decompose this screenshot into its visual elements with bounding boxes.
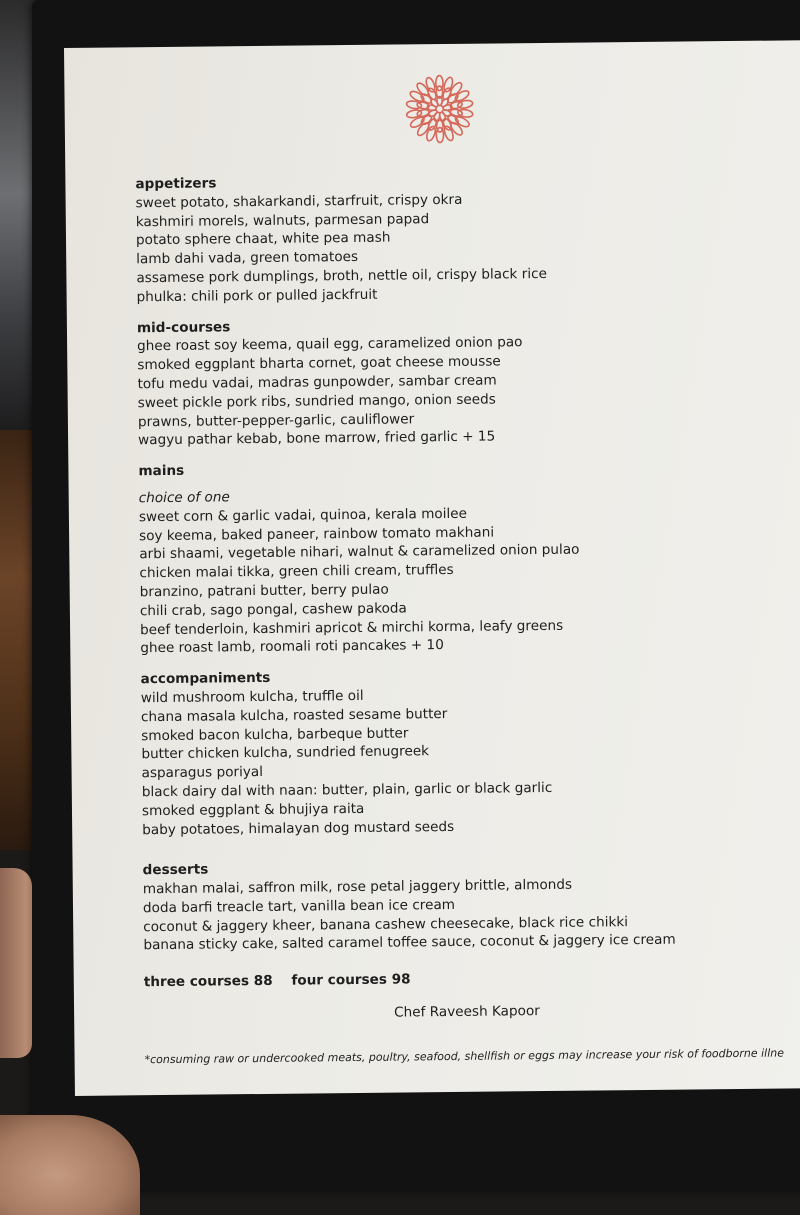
menu-item: makhan malai, saffron milk, rose petal jaggery brittle, almonds: [142, 876, 573, 898]
section-heading: accompaniments: [140, 669, 271, 688]
section-heading: appetizers: [135, 175, 217, 193]
menu-item: smoked eggplant & bhujiya raita: [141, 800, 365, 819]
logo-petal: [425, 125, 437, 142]
menu-item: smoked bacon kulcha, barbeque butter: [141, 724, 409, 744]
menu-item: soy keema, baked paneer, rainbow tomato makhani: [139, 524, 495, 544]
logo-petal: [442, 76, 454, 93]
section-note: choice of one: [138, 489, 230, 507]
four-courses-price: four courses 98: [291, 971, 411, 989]
logo-petal: [430, 98, 440, 108]
food-safety-disclaimer: *consuming raw or undercooked meats, poultry, seafood, shellfish or eggs may increase your risk of foodborne illne: [144, 1046, 785, 1067]
menu-item: chili crab, sago pongal, cashew pakoda: [139, 600, 407, 619]
menu-item: kashmiri morels, walnuts, parmesan papad: [135, 210, 430, 230]
menu-item: butter chicken kulcha, sundried fenugreek: [141, 743, 430, 763]
menu-item: smoked eggplant bharta cornet, goat cheese mousse: [137, 353, 501, 374]
menu-item: phulka: chili pork or pulled jackfruit: [136, 286, 378, 306]
section-heading: desserts: [142, 861, 209, 879]
three-courses-price: three courses 88: [143, 973, 273, 991]
menu-item: chicken malai tikka, green chili cream, truffles: [139, 562, 454, 582]
menu-item: chana masala kulcha, roasted sesame butter: [140, 705, 448, 725]
section-heading: mains: [138, 462, 185, 480]
section-desserts: [143, 854, 800, 955]
hand-fingers-left: [0, 868, 32, 1058]
menu-item: arbi shaami, vegetable nihari, walnut & caramelized onion pulao: [139, 541, 580, 563]
menu-page: [64, 40, 800, 1096]
menu-item: potato sphere chaat, white pea mash: [135, 229, 391, 249]
menu-item: sweet pickle pork ribs, sundried mango, onion seeds: [137, 391, 496, 412]
menu-item: tofu medu vadai, madras gunpowder, sambar cream: [137, 372, 497, 393]
section-heading: mid-courses: [136, 318, 231, 336]
menu-item: baby potatoes, himalayan dog mustard seeds: [142, 818, 455, 838]
course-pricing: [144, 966, 800, 992]
section-appetizers: [135, 168, 800, 307]
menu-item: asparagus poriyal: [141, 764, 264, 782]
menu-item: wild mushroom kulcha, truffle oil: [140, 687, 364, 707]
menu-item: ghee roast soy keema, quail egg, caramelized onion pao: [137, 334, 523, 355]
menu-item: black dairy dal with naan: butter, plain, garlic or black garlic: [141, 779, 553, 801]
menu-item: branzino, patrani butter, berry pulao: [139, 581, 389, 601]
menu-item: sweet potato, shakarkandi, starfruit, crispy okra: [135, 191, 463, 212]
menu-item: coconut & jaggery kheer, banana cashew cheesecake, black rice chikki: [143, 913, 629, 935]
menu-item: sweet corn & garlic vadai, quinoa, kerala moilee: [138, 505, 468, 525]
menu-item: lamb dahi vada, green tomatoes: [136, 249, 359, 268]
flower-logo-icon: [404, 74, 475, 145]
menu-item: assamese pork dumplings, broth, nettle oil, crispy black rice: [136, 265, 548, 287]
section-accompaniments: [141, 663, 800, 839]
menu-item: ghee roast lamb, roomali roti pancakes + 10: [140, 637, 444, 657]
menu-item: prawns, butter-pepper-garlic, cauliflower: [137, 410, 415, 430]
menu-item: doda barfi treacle tart, vanilla bean ice cream: [142, 896, 456, 917]
logo-petal: [437, 120, 444, 132]
section-mains: [138, 455, 800, 658]
chef-name: Chef Raveesh Kapoor: [394, 1003, 540, 1021]
menu-item: beef tenderloin, kashmiri apricot & mirchi korma, leafy greens: [140, 617, 564, 638]
logo-petal: [427, 118, 438, 132]
section-mid-courses: [137, 312, 800, 451]
menu-item: wagyu pathar kebab, bone marrow, fried garlic + 15: [138, 428, 496, 449]
menu-item: banana sticky cake, salted caramel toffee sauce, coconut & jaggery ice cream: [143, 932, 676, 954]
menu-content: [135, 168, 800, 1070]
